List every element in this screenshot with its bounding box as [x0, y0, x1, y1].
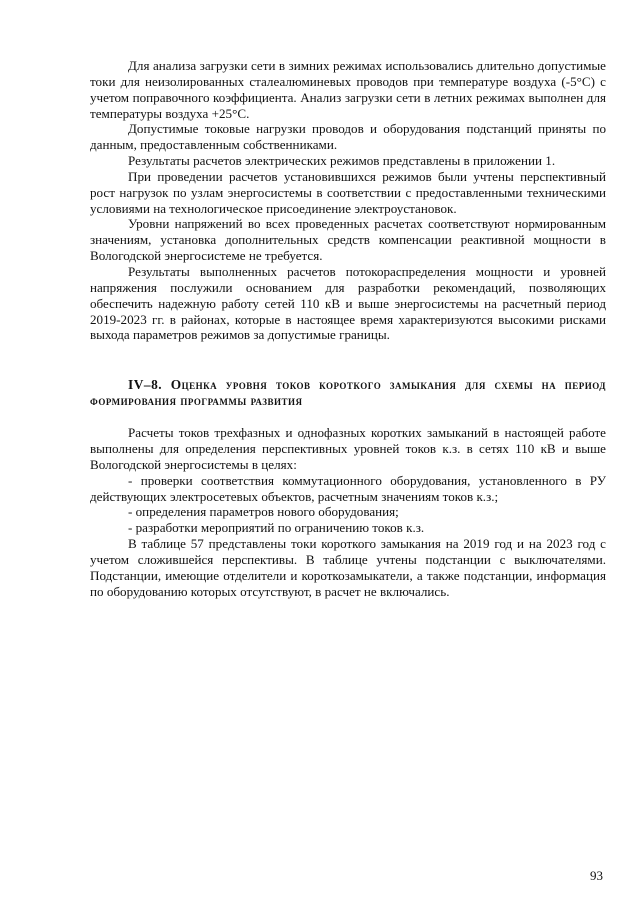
section-closing-paragraph: В таблице 57 представлены токи короткого замыкания на 2019 год и на 2023 год с учетом сложившейся перспективы. В таблице учтены подстанции с выключателями. Подстанции, имеющие отделители и короткозамыкатели, а также подстанции, информация по оборудованию которых отсутствуют, в расчет не включались. [90, 536, 606, 599]
section-heading: IV–8. Оценка уровня токов короткого замыкания для схемы на период формирования программы развития [90, 377, 606, 409]
section-intro: Расчеты токов трехфазных и однофазных коротких замыканий в настоящей работе выполнены для определения перспективных уровней токов к.з. в сетях 110 кВ и выше Вологодской энергосистемы в целях: [90, 425, 606, 472]
paragraph: Уровни напряжений во всех проведенных расчетах соответствуют нормированным значениям, установка дополнительных средств компенсации реактивной мощности в Вологодской энергосистеме не требуется. [90, 216, 606, 264]
list-item: - проверки соответствия коммутационного оборудования, установленного в РУ действующих электросетевых объектов, расчетным значениям токов к.з.; [90, 472, 606, 504]
paragraph: Для анализа загрузки сети в зимних режимах использовались длительно допустимые токи для неизолированных сталеалюминевых проводов при температуре воздуха (-5°С) с учетом поправочного коэффициента. Анализ загрузки сети в летних режимах выполнен для температуры воздуха +25°С. [90, 58, 606, 121]
paragraph: Допустимые токовые нагрузки проводов и оборудования подстанций приняты по данным, предоставленным собственниками. [90, 121, 606, 153]
paragraph: Результаты расчетов электрических режимов представлены в приложении 1. [128, 153, 556, 169]
list-item: - определения параметров нового оборудования; [128, 504, 399, 520]
paragraph: Результаты выполненных расчетов потокораспределения мощности и уровней напряжения послужили основанием для разработки рекомендаций, позволяющих обеспечить надежную работу сетей 110 кВ и выше энергосистемы на расчетный период 2019-2023 гг. в районах, которые в настоящее время характеризуются высокими рисками выхода параметров режимов за допустимые границы. [90, 263, 606, 343]
page-number: 93 [590, 868, 603, 883]
paragraph: При проведении расчетов установившихся режимов были учтены перспективный рост нагрузок по узлам энергосистемы в соответствии с предоставленными техническими условиями на технологическое присоединение электроустановок. [90, 168, 606, 216]
page-body [90, 58, 606, 599]
section-spacer [90, 343, 606, 377]
list-item: - разработки мероприятий по ограничению токов к.з. [128, 520, 425, 536]
